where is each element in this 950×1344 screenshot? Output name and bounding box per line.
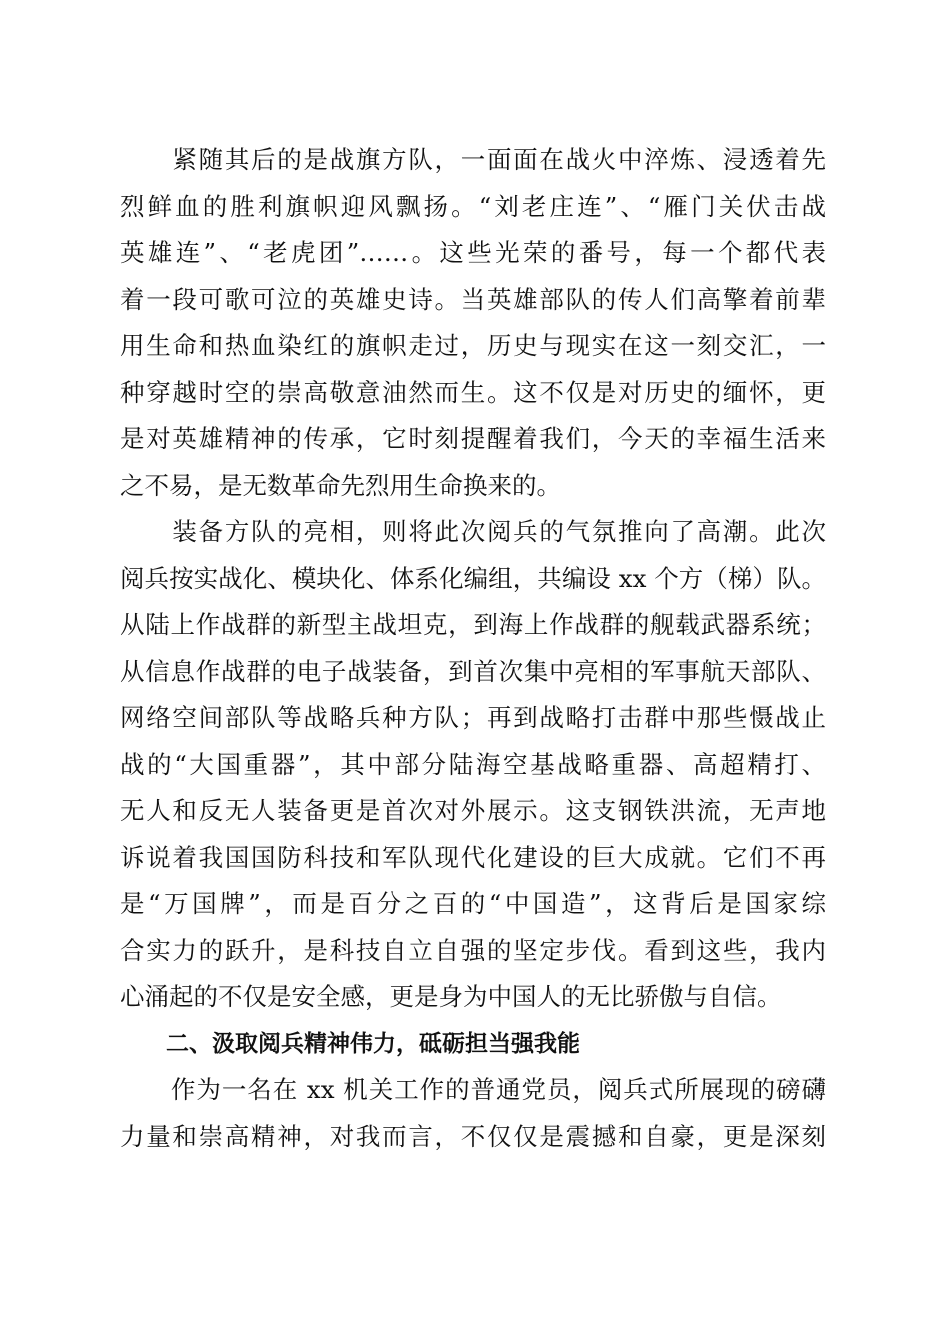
text-line: 用生命和热血染红的旗帜走过，历史与现实在这一刻交汇，一 bbox=[120, 331, 826, 360]
text-line: 紧随其后的是战旗方队，一面面在战火中淬炼、浸透着先 bbox=[120, 145, 826, 174]
text-line: 之不易，是无数革命先烈用生命换来的。 bbox=[120, 471, 561, 500]
text-line: 是“万国牌”，而是百分之百的“中国造”，这背后是国家综 bbox=[120, 889, 826, 918]
text-line: 种穿越时空的崇高敬意油然而生。这不仅是对历史的缅怀，更 bbox=[120, 378, 826, 407]
text-line: 英雄连”、“老虎团”……。这些光荣的番号，每一个都代表 bbox=[120, 238, 826, 267]
text-line: 阅兵按实战化、模块化、体系化编组，共编设 xx 个方（梯）队。 bbox=[120, 564, 826, 593]
text-line: 着一段可歌可泣的英雄史诗。当英雄部队的传人们高擎着前辈 bbox=[120, 285, 826, 314]
text-line: 合实力的跃升，是科技自立自强的坚定步伐。看到这些，我内 bbox=[120, 936, 826, 965]
text-line: 战的“大国重器”，其中部分陆海空基战略重器、高超精打、 bbox=[120, 750, 826, 779]
text-line: 装备方队的亮相，则将此次阅兵的气氛推向了高潮。此次 bbox=[120, 517, 826, 546]
text-line: 无人和反无人装备更是首次对外展示。这支钢铁洪流，无声地 bbox=[120, 796, 826, 825]
text-line: 作为一名在 xx 机关工作的普通党员，阅兵式所展现的磅礴 bbox=[120, 1075, 826, 1104]
text-line: 力量和崇高精神，对我而言，不仅仅是震撼和自豪，更是深刻 bbox=[120, 1122, 826, 1151]
text-line: 诉说着我国国防科技和军队现代化建设的巨大成就。它们不再 bbox=[120, 843, 826, 872]
text-line: 是对英雄精神的传承，它时刻提醒着我们，今天的幸福生活来 bbox=[120, 424, 826, 453]
text-line: 烈鲜血的胜利旗帜迎风飘扬。“刘老庄连”、“雁门关伏击战 bbox=[120, 192, 826, 221]
section-heading: 二、汲取阅兵精神伟力，砥砺担当强我能 bbox=[120, 1031, 580, 1057]
text-line: 从陆上作战群的新型主战坦克，到海上作战群的舰载武器系统； bbox=[120, 610, 826, 639]
text-line: 网络空间部队等战略兵种方队；再到战略打击群中那些慑战止 bbox=[120, 703, 826, 732]
text-line: 心涌起的不仅是安全感，更是身为中国人的无比骄傲与自信。 bbox=[120, 982, 782, 1011]
text-line: 从信息作战群的电子战装备，到首次集中亮相的军事航天部队、 bbox=[120, 657, 826, 686]
